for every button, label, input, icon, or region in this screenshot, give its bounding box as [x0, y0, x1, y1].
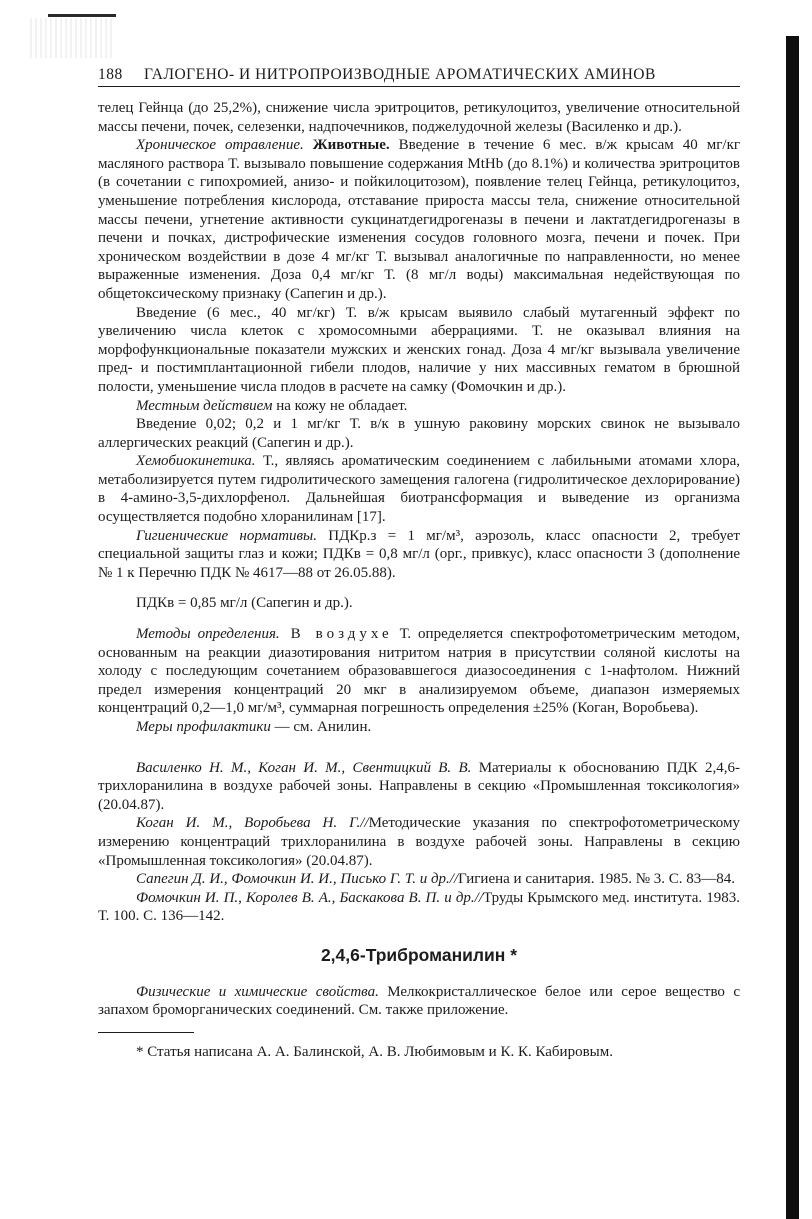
- header-rule: [98, 86, 740, 87]
- scan-smudge: [30, 18, 114, 58]
- paragraph-text: ПДКр.з = 1 мг/м³, аэрозоль, класс опасности 2, требует специальной защиты глаз и кожи; ПДКв = 0,8 мг/л (орг., привкус), класс опасности 3 (дополнение № 1 к Перечню ПДК № 4617—88 от 26.05.88).: [98, 527, 740, 581]
- paragraph-local-action: [98, 397, 740, 416]
- running-title: ГАЛОГЕНО- И НИТРОПРОИЗВОДНЫЕ АРОМАТИЧЕСКИХ АМИНОВ: [144, 66, 656, 83]
- footnote: [98, 1043, 740, 1062]
- reference-item: [98, 889, 740, 926]
- paragraph-lead: Меры профилактики: [136, 719, 271, 735]
- reference-item: [98, 870, 740, 889]
- reference-item: [98, 759, 740, 815]
- paragraph-text: Введение в течение 6 мес. в/ж крысам 40 мг/кг масляного раствора Т. вызывало повышение содержания MtHb (до 8.1%) и количества эритроцитов (в сочетании с гипохромией, анизо- и пойкилоцитозом), появление телец Гейнца, ретикулоцитоз, уменьшение потребления кислорода, отставание прироста массы тела, снижение относительной массы печени, угнетение активности сукцинатдегидрогеназы в печени и лактатдегидрогеназы в печени и почках, дистрофические изменения сосудов головного мозга, печени и почек. При хроническом воздействии в дозе 4 мг/кг Т. вызывал аналогичные по направленности, но менее выраженные изменения. Доза 0,4 мг/кг Т. (8 мг/л воды) максимальная недействующая по общетоксическому признаку (Сапегин и др.).: [98, 137, 741, 302]
- paragraph-spaced: В воздухе: [279, 626, 393, 643]
- paragraph-text: телец Гейнца (до 25,2%), снижение числа эритроцитов, ретикулоцитоз, увеличение относительной массы печени, почек, селезенки, надпочечников, поджелудочной железы (Василенко и др.).: [98, 100, 740, 135]
- footnote-rule: [98, 1032, 194, 1033]
- paragraph-text: Т. определяется спектрофотометрическим методом, основанным на реакции диазотирования нитритом натрия в присутствии соляной кислоты на холоду с последующим сочетанием образовавшегося диазосоединения с 1-нафтолом. Нижний предел измерения концентраций 20 мкг в анализируемом объеме, диапазон измеряемых концентраций 0,2—1,0 мг/м³, суммарная погрешность определения ±25% (Коган, Воробьева).: [98, 626, 741, 717]
- formula-text: ПДКв = 0,85 мг/л (Сапегин и др.).: [136, 595, 353, 612]
- reference-authors: Коган И. М., Воробьева Н. Г.//: [136, 815, 369, 832]
- paragraph-lead: Местным действием: [136, 397, 273, 414]
- footnote-text: * Статья написана А. А. Балинской, А. В. Любимовым и К. К. Кабировым.: [136, 1043, 613, 1060]
- paragraph-lead: Хроническое отравление.: [136, 137, 304, 154]
- paragraph-text: — см. Анилин.: [270, 719, 372, 735]
- section-heading: 2,4,6-Триброманилин *: [320, 944, 518, 965]
- paragraph-lead: Хемобиокинетика.: [136, 453, 256, 470]
- paragraph-text: Введение (6 мес., 40 мг/кг) Т. в/ж крысам выявило слабый мутагенный эффект по увеличению числа клеток с хромосомными аберрациями. Т. не оказывал влияния на морфофункциональные показатели мужских и женских гонад. Доза 4 мг/кг вызывала увеличение пред- и постимплантационной гибели плодов, наличие у них массивных гематом в брюшной полости, уменьшение числа плодов в расчете на самку (Фомочкин и др.).: [98, 304, 740, 395]
- paragraph-text: на кожу не обладает.: [272, 397, 408, 414]
- running-head: [98, 62, 740, 86]
- reference-item: [98, 814, 740, 870]
- paragraph-text: Введение 0,02; 0,2 и 1 мг/кг Т. в/к в ушную раковину морских свинок не вызывало аллергических реакций (Сапегин и др.).: [98, 416, 740, 451]
- paragraph-properties: [98, 983, 740, 1020]
- page-header: [98, 62, 740, 86]
- page-edge-shadow: [786, 36, 799, 1219]
- paragraph-chronic-poisoning: [98, 136, 740, 303]
- paragraph-mutagenic: [98, 304, 740, 397]
- paragraph-text: Т., являясь ароматическим соединением с лабильными атомами хлора, метаболизируется путем гидролитического замещения галогена (гидролитическое дехлорирование) в 4-амино-3,5-дихлорфенол. Дальнейшая биотрансформация и выведение из организма осуществляется подобно хлоранилинам [17].: [98, 453, 740, 526]
- page-number: 188: [98, 66, 123, 83]
- paragraph-allergy: [98, 415, 740, 452]
- reference-text: Материалы к обоснованию ПДК 2,4,6-трихлоранилина в воздухе рабочей зоны. Направлены в секцию «Промышленная токсикология» (20.04.87).: [98, 759, 740, 813]
- paragraph-hygienic-norms: [98, 527, 740, 583]
- paragraph-lead: Физические и химические свойства.: [136, 983, 379, 1000]
- reference-authors: Василенко Н. М., Коган И. М., Свентицкий В. В.: [136, 759, 472, 776]
- reference-authors: Фомочкин И. П., Королев В. А., Баскакова В. П. и др.//: [136, 889, 484, 906]
- paragraph-prevention: [98, 718, 740, 737]
- paragraph-bold-lead: Животные.: [312, 137, 390, 154]
- paragraph-lead: Гигиенические нормативы.: [136, 527, 317, 544]
- reference-authors: Сапегин Д. И., Фомочкин И. И., Писько Г. Т. и др.//: [136, 871, 459, 888]
- paragraph-text: Мелкокристаллическое белое или серое вещество с запахом броморганических соединений. См. также приложение.: [98, 983, 740, 1019]
- paragraph-lead: Методы определения.: [136, 626, 280, 643]
- reference-text: Методические указания по спектрофотометрическому измерению концентраций трихлоранилина в воздухе рабочей зоны. Направлены в секцию «Промышленная токсикология» (20.04.87).: [98, 815, 740, 869]
- page-body: [98, 99, 740, 1061]
- paragraph-continuation: [98, 99, 740, 136]
- formula-pdk: [98, 594, 740, 613]
- scan-mark: [48, 14, 116, 17]
- reference-text: Гигиена и санитария. 1985. № 3. С. 83—84.: [458, 871, 736, 888]
- paragraph-methods: [98, 625, 740, 718]
- reference-text: Труды Крымского мед. института. 1983. Т. 100. С. 136—142.: [98, 889, 740, 925]
- paragraph-chemobiokinetics: [98, 452, 740, 526]
